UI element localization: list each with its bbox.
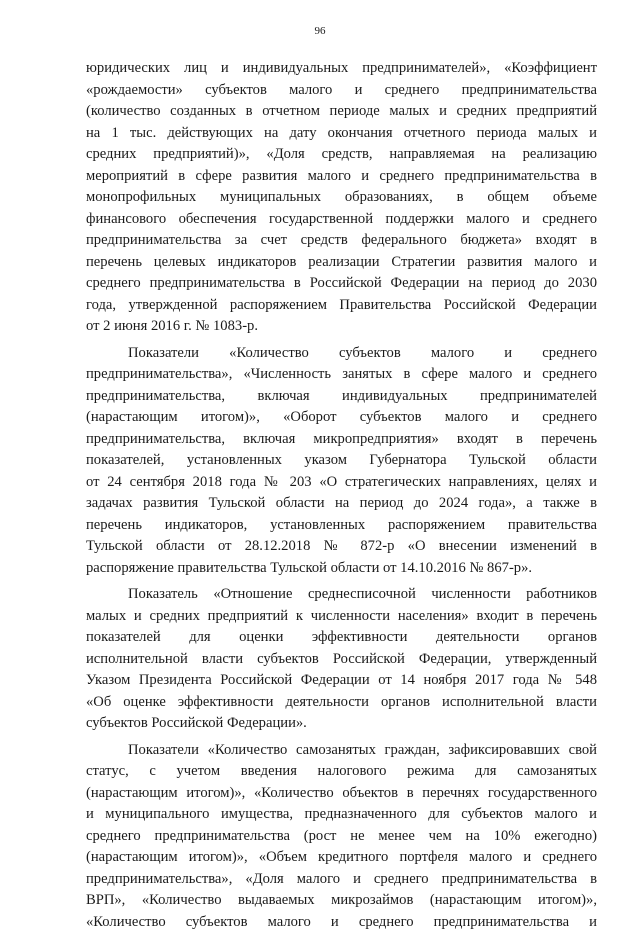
paragraph-2-line: от 24 сентября 2018 года № 203 «О стратегических направлениях, целях и <box>86 472 597 494</box>
paragraph-4-line: Показатели «Количество самозанятых граждан, зафиксировавших свой <box>86 740 597 762</box>
paragraph-1-line: от 2 июня 2016 г. № 1083-р. <box>86 316 597 338</box>
paragraph-1-line: среднего предпринимательства в Российской Федерации на период до 2030 <box>86 273 597 295</box>
document-body <box>86 58 597 933</box>
paragraph-2-line: Тульской области от 28.12.2018 № 872-р «О внесении изменений в <box>86 536 597 558</box>
paragraph-4-line: статус, с учетом введения налогового режима для самозанятых <box>86 761 597 783</box>
paragraph-1-line: юридических лиц и индивидуальных предпринимателей», «Коэффициент <box>86 58 597 80</box>
paragraph-2-line: предпринимательства, включая индивидуальных предпринимателей <box>86 386 597 408</box>
paragraph-2-line: показателей, установленных указом Губернатора Тульской области <box>86 450 597 472</box>
paragraph-3-line: Указом Президента Российской Федерации от 14 ноября 2017 года № 548 <box>86 670 597 692</box>
paragraph-3-line: «Об оценке эффективности деятельности органов исполнительной власти <box>86 692 597 714</box>
paragraph-4-line: и муниципального имущества, предназначенного для субъектов малого и <box>86 804 597 826</box>
paragraph-1-line: (количество созданных в отчетном периоде малых и средних предприятий <box>86 101 597 123</box>
paragraph-3-line: малых и средних предприятий к численности населения» входит в перечень <box>86 606 597 628</box>
paragraph-2-line: задачах развития Тульской области на период до 2024 года», а также в <box>86 493 597 515</box>
paragraph-4-line: ВРП», «Количество выдаваемых микрозаймов (нарастающим итогом)», <box>86 890 597 912</box>
paragraph-2-line: предпринимательства», «Численность занятых в сфере малого и среднего <box>86 364 597 386</box>
paragraph-4-line: среднего предпринимательства (рост не менее чем на 10% ежегодно) <box>86 826 597 848</box>
paragraph-1-line: года, утвержденной распоряжением Правительства Российской Федерации <box>86 295 597 317</box>
paragraph-3-line: показателей для оценки эффективности деятельности органов <box>86 627 597 649</box>
paragraph-2-line: предпринимательства, включая микропредприятия» входят в перечень <box>86 429 597 451</box>
paragraph-1-line: предпринимательства за счет средств федерального бюджета» входят в <box>86 230 597 252</box>
paragraph-3-line: исполнительной власти субъектов Российской Федерации, утвержденный <box>86 649 597 671</box>
paragraph-4-line: предпринимательства», «Доля малого и среднего предпринимательства в <box>86 869 597 891</box>
paragraph-4-line: «Количество субъектов малого и среднего предпринимательства и <box>86 912 597 933</box>
paragraph-1-line: средних предприятий)», «Доля средств, направляемая на реализацию <box>86 144 597 166</box>
paragraph-2-line: распоряжение правительства Тульской области от 14.10.2016 № 867-р». <box>86 558 597 580</box>
paragraph-3-line: Показатель «Отношение среднесписочной численности работников <box>86 584 597 606</box>
paragraph-2-line: перечень индикаторов, установленных распоряжением правительства <box>86 515 597 537</box>
paragraph-4-line: (нарастающим итогом)», «Объем кредитного портфеля малого и среднего <box>86 847 597 869</box>
page-number: 96 <box>0 25 640 37</box>
paragraph-2-line: Показатели «Количество субъектов малого и среднего <box>86 343 597 365</box>
paragraph-3-line: субъектов Российской Федерации». <box>86 713 597 735</box>
paragraph-1-line: перечень целевых индикаторов реализации Стратегии развития малого и <box>86 252 597 274</box>
paragraph-2-line: (нарастающим итогом)», «Оборот субъектов малого и среднего <box>86 407 597 429</box>
paragraph-1-line: финансового обеспечения государственной поддержки малого и среднего <box>86 209 597 231</box>
paragraph-1-line: мероприятий в сфере развития малого и среднего предпринимательства в <box>86 166 597 188</box>
paragraph-1-line: на 1 тыс. действующих на дату окончания отчетного периода малых и <box>86 123 597 145</box>
paragraph-4-line: (нарастающим итогом)», «Количество объектов в перечнях государственного <box>86 783 597 805</box>
paragraph-1-line: «рождаемости» субъектов малого и среднего предпринимательства <box>86 80 597 102</box>
paragraph-1-line: монопрофильных муниципальных образованиях, в общем объеме <box>86 187 597 209</box>
